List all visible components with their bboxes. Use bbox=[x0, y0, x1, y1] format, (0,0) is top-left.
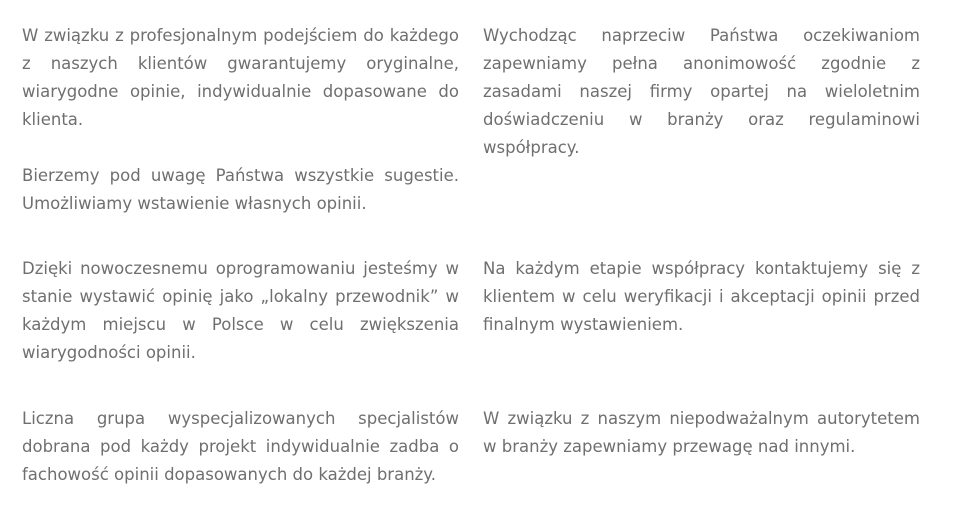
feature-column-left bbox=[22, 405, 459, 489]
feature-column-right bbox=[483, 22, 920, 218]
feature-row-1 bbox=[22, 22, 920, 218]
feature-text-authority: W związku z naszym niepodważalnym autorytetem w branży zapewniamy przewagę nad innymi. bbox=[483, 409, 920, 456]
feature-text-client-contact: Na każdym etapie współpracy kontaktujemy się z klientem w celu weryfikacji i akceptacji opinii przed finalnym wystawieniem. bbox=[483, 259, 920, 334]
feature-text-local-guide: Dzięki nowoczesnemu oprogramowaniu jesteśmy w stanie wystawić opinię jako „lokalny przewodnik” w każdym miejscu w Polsce w celu zwiększenia wiarygodności opinii. bbox=[22, 259, 459, 362]
feature-column-left bbox=[22, 22, 459, 218]
feature-text-specialists: Liczna grupa wyspecjalizowanych specjalistów dobrana pod każdy projekt indywidualnie zadba o fachowość opinii dopasowanych do każdej branży. bbox=[22, 409, 459, 484]
feature-row-2 bbox=[22, 255, 920, 367]
feature-text-anonymity: Wychodząc naprzeciw Państwa oczekiwaniom zapewniamy pełna anonimowość zgodnie z zasadami naszej firmy opartej na wieloletnim doświadczeniu w branży oraz regulaminowi współpracy. bbox=[483, 26, 920, 157]
feature-text-suggestions: Bierzemy pod uwagę Państwa wszystkie sugestie. Umożliwiamy wstawienie własnych opinii. bbox=[22, 166, 459, 213]
feature-column-right bbox=[483, 255, 920, 367]
feature-text-professional-approach: W związku z profesjonalnym podejściem do każdego z naszych klientów gwarantujemy oryginalne, wiarygodne opinie, indywidualnie dopasowane do klienta. bbox=[22, 26, 459, 129]
feature-column-left bbox=[22, 255, 459, 367]
content-area bbox=[22, 22, 920, 489]
feature-row-3 bbox=[22, 405, 920, 489]
feature-column-right bbox=[483, 405, 920, 489]
